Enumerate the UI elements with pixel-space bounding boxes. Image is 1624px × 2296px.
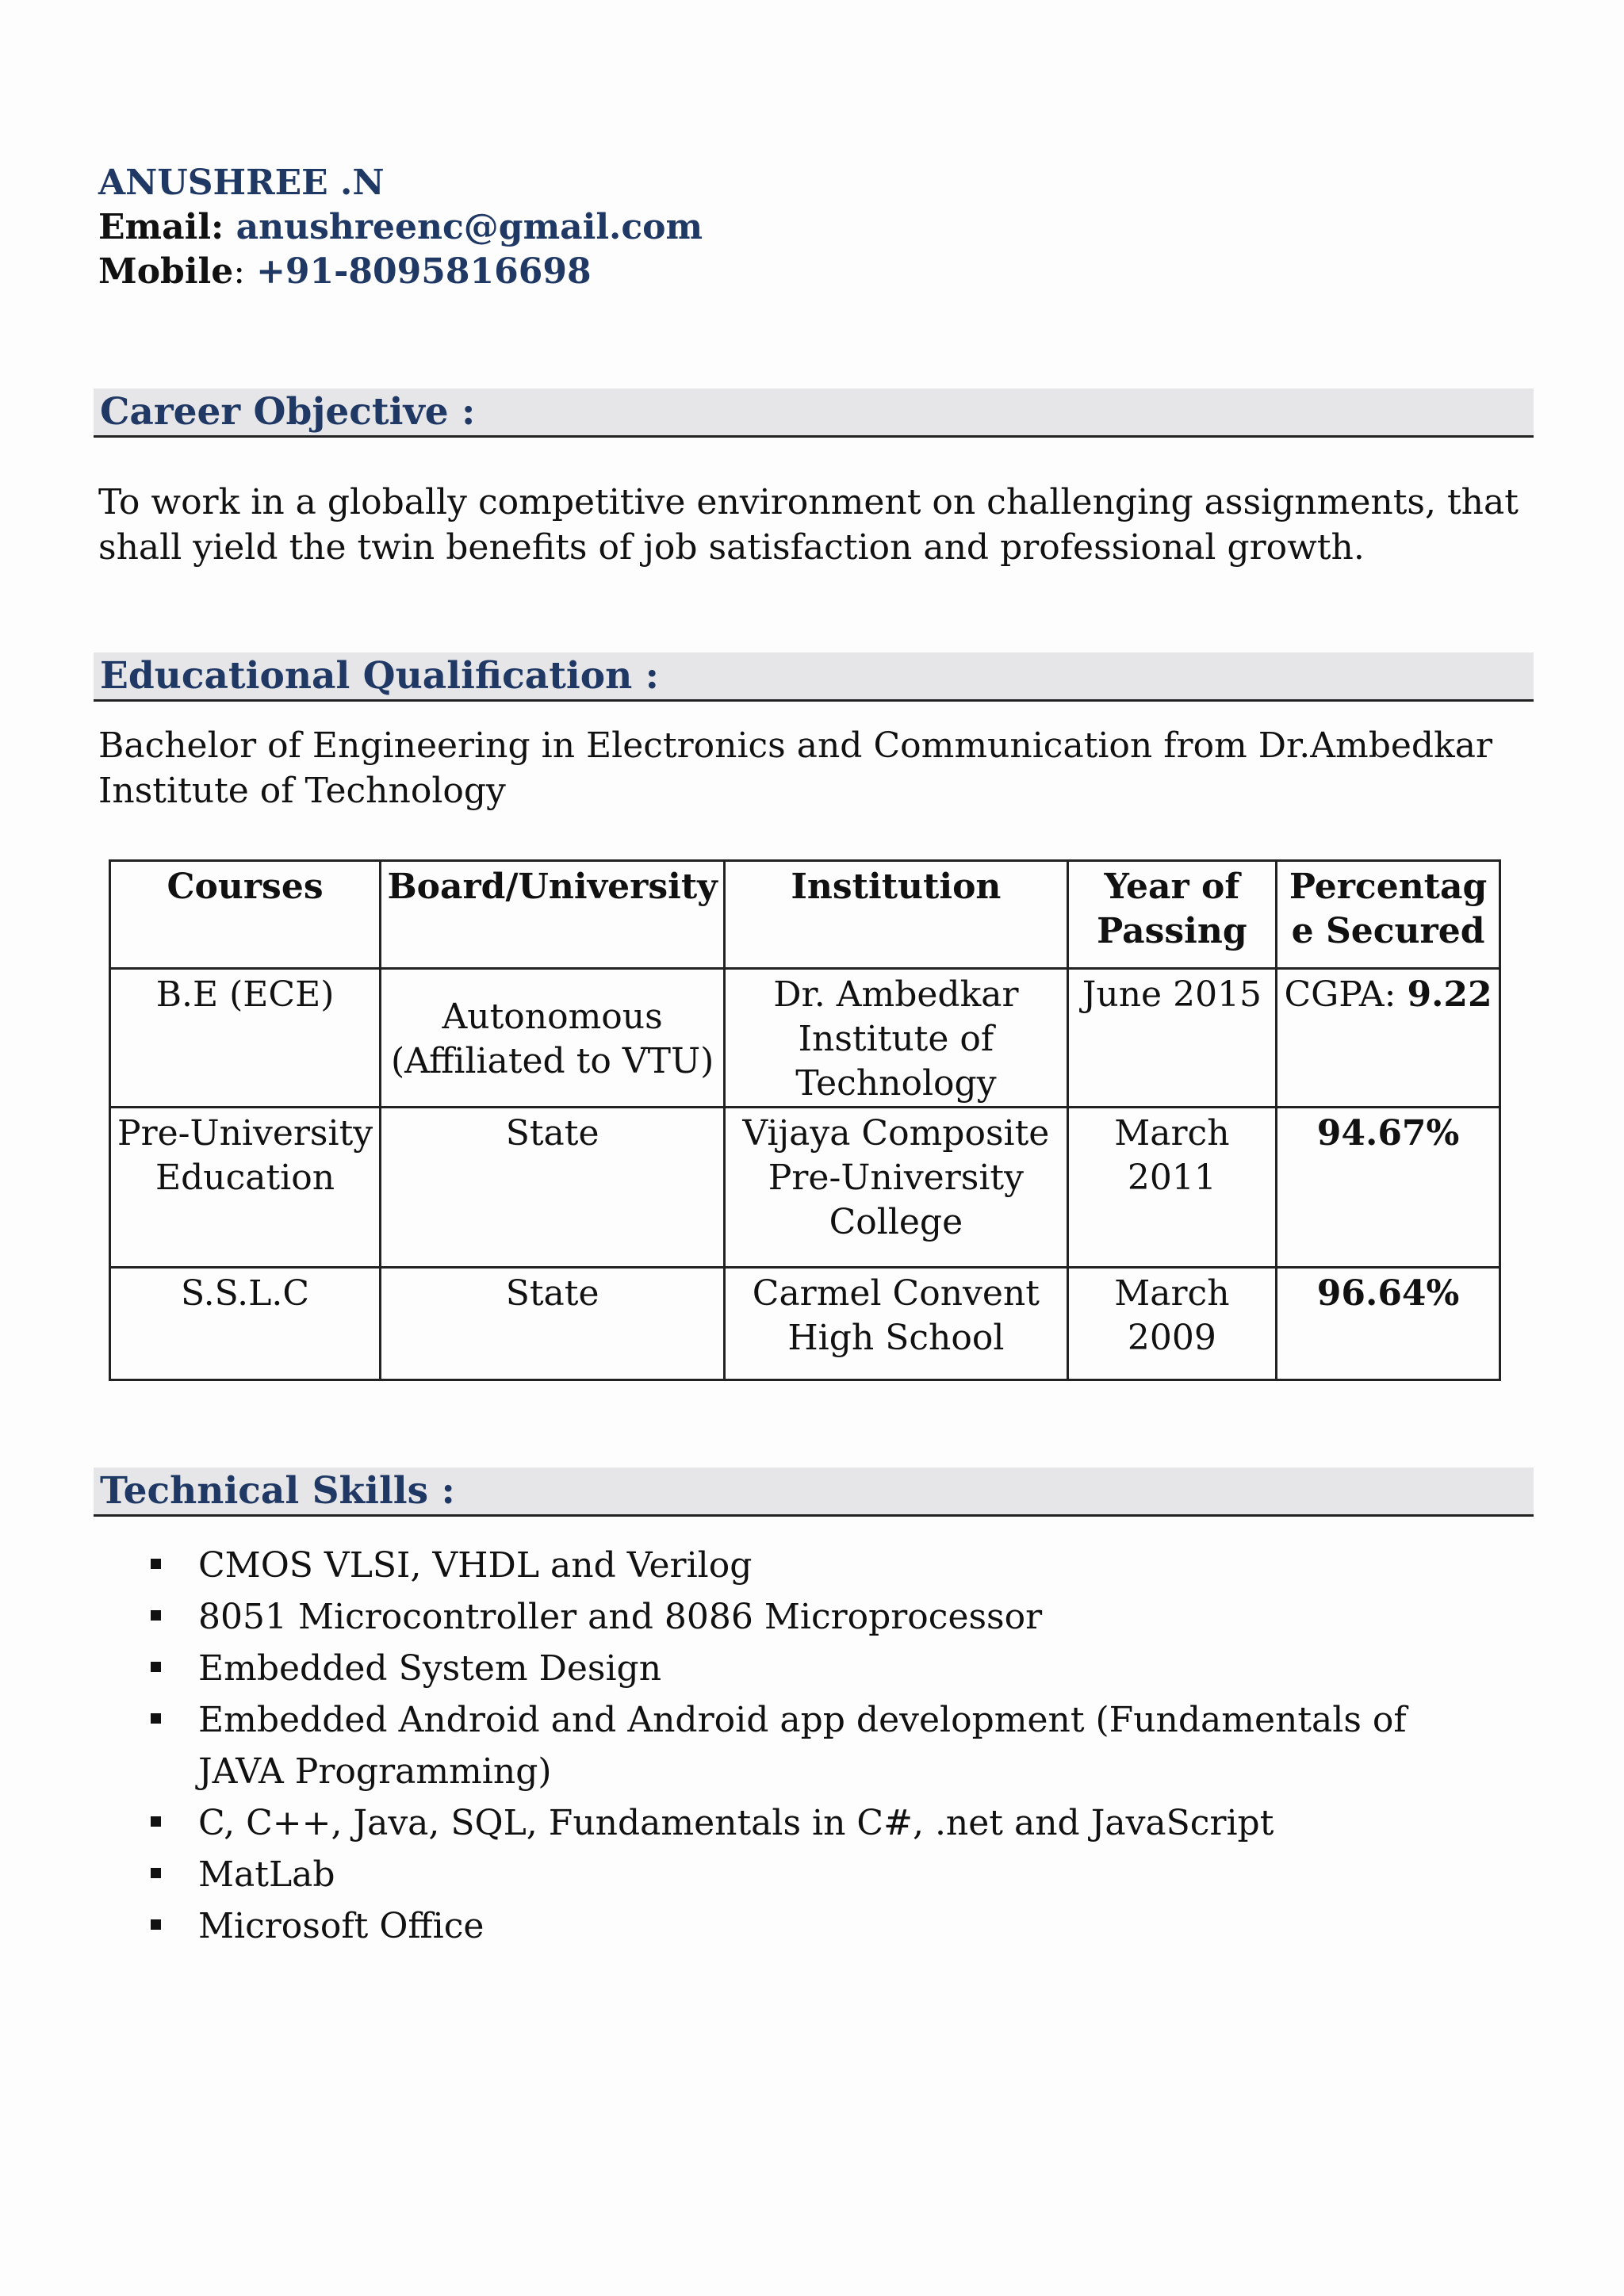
skill-text: Embedded System Design — [198, 1648, 662, 1689]
list-item — [151, 1540, 1451, 1591]
skill-text: Microsoft Office — [198, 1906, 485, 1946]
score-label: CGPA: — [1284, 974, 1408, 1015]
email-address[interactable]: anushreenc@gmail.com — [236, 207, 703, 247]
square-bullet-icon — [151, 1610, 161, 1621]
table-row — [110, 1268, 1500, 1380]
skill-text: 8051 Microcontroller and 8086 Microprocessor — [198, 1597, 1043, 1637]
mobile-line — [98, 250, 703, 294]
cell-course: Pre-University Education — [110, 1108, 381, 1268]
candidate-name: ANUSHREE .N — [98, 163, 385, 203]
skill-text: Embedded Android and Android app development (Fundamentals of JAVA Programming) — [198, 1700, 1407, 1792]
column-header-percentage: Percentag e Secured — [1277, 861, 1500, 969]
column-header-board: Board/University — [381, 861, 725, 969]
cell-score — [1277, 969, 1500, 1108]
cell-score: 94.67% — [1277, 1108, 1500, 1268]
technical-skills-title: Technical Skills : — [100, 1469, 455, 1513]
career-objective-text: To work in a globally competitive environment on challenging assignments, that shall yield the twin benefits of job satisfaction and professional growth. — [98, 482, 1519, 568]
skill-text: MatLab — [198, 1854, 335, 1895]
cell-board: State — [381, 1108, 725, 1268]
column-header-institution: Institution — [725, 861, 1068, 969]
education-section — [94, 652, 1534, 702]
table-row — [110, 1108, 1500, 1268]
cell-year: March 2011 — [1067, 1108, 1276, 1268]
cell-board: State — [381, 1268, 725, 1380]
education-summary: Bachelor of Engineering in Electronics and Communication from Dr.Ambedkar Institute of Technology — [98, 725, 1493, 811]
email-label: Email: — [98, 207, 236, 247]
square-bullet-icon — [151, 1713, 161, 1724]
list-item — [151, 1591, 1451, 1643]
career-objective-section — [94, 388, 1534, 438]
cell-year: March 2009 — [1067, 1268, 1276, 1380]
career-objective-title: Career Objective : — [100, 390, 476, 434]
list-item — [151, 1849, 1451, 1900]
table-row — [110, 969, 1500, 1108]
square-bullet-icon — [151, 1662, 161, 1672]
square-bullet-icon — [151, 1919, 161, 1930]
square-bullet-icon — [151, 1816, 161, 1827]
cell-year: June 2015 — [1067, 969, 1276, 1108]
cell-score: 96.64% — [1277, 1268, 1500, 1380]
list-item — [151, 1643, 1451, 1694]
cell-course: S.S.L.C — [110, 1268, 381, 1380]
cell-course: B.E (ECE) — [110, 969, 381, 1108]
list-item — [151, 1694, 1451, 1797]
cell-institution: Vijaya Composite Pre-University College — [725, 1108, 1068, 1268]
score-value: 9.22 — [1407, 974, 1492, 1015]
list-item — [151, 1900, 1451, 1952]
square-bullet-icon — [151, 1559, 161, 1569]
mobile-label: Mobile — [98, 251, 234, 292]
cell-institution: Dr. Ambedkar Institute of Technology — [725, 969, 1068, 1108]
technical-skills-section — [94, 1468, 1534, 1517]
skills-list — [151, 1540, 1451, 1952]
education-table — [109, 859, 1501, 1381]
education-title: Educational Qualification : — [100, 654, 659, 698]
email-line — [98, 205, 703, 250]
mobile-number: +91-8095816698 — [256, 251, 592, 292]
table-header-row — [110, 861, 1500, 969]
skill-text: C, C++, Java, SQL, Fundamentals in C#, .net and JavaScript — [198, 1803, 1274, 1843]
mobile-separator: : — [233, 251, 257, 292]
cell-institution: Carmel Convent High School — [725, 1268, 1068, 1380]
list-item — [151, 1797, 1451, 1849]
skill-text: CMOS VLSI, VHDL and Verilog — [198, 1545, 753, 1586]
contact-header — [98, 161, 703, 294]
cell-board: Autonomous (Affiliated to VTU) — [381, 969, 725, 1108]
column-header-courses: Courses — [110, 861, 381, 969]
square-bullet-icon — [151, 1868, 161, 1878]
column-header-year: Year of Passing — [1067, 861, 1276, 969]
